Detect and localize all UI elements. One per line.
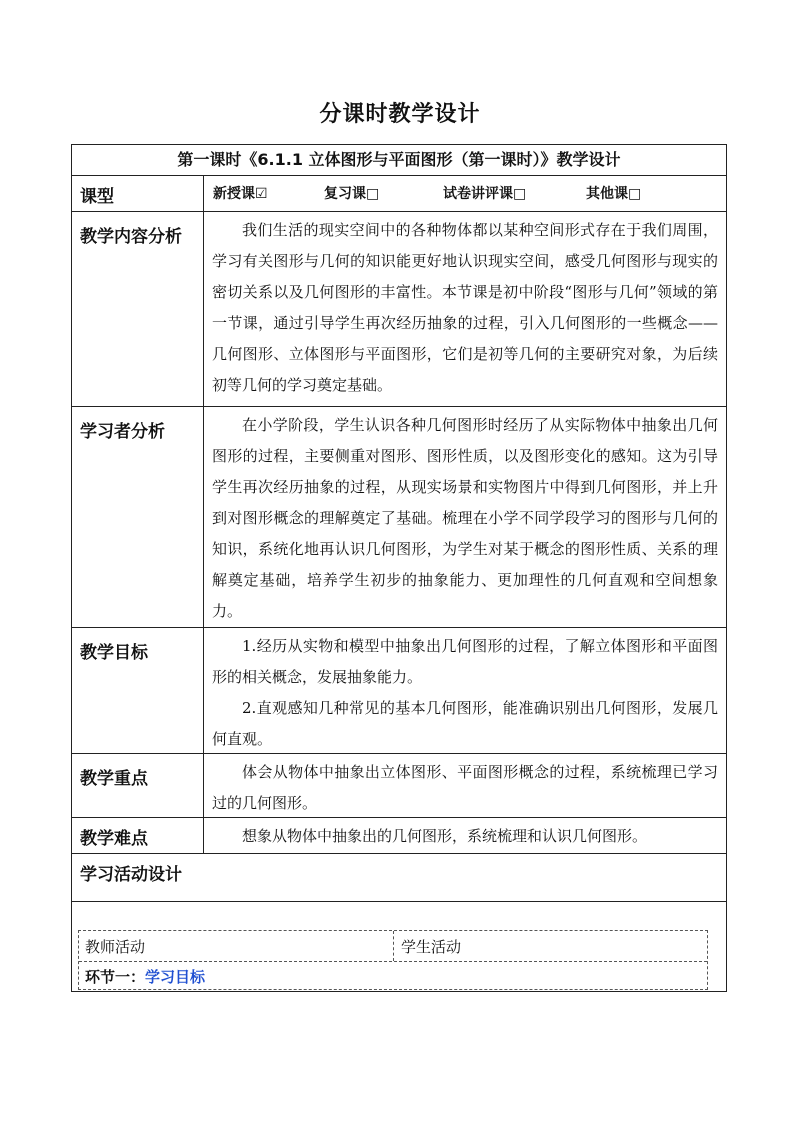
teaching-goals-row: [72, 627, 726, 753]
difficulties-row: [72, 817, 726, 853]
activity-table: [78, 930, 708, 990]
key-points-label: 教学重点: [72, 754, 204, 817]
learner-analysis-text: 在小学阶段，学生认识各种几何图形时经历了从实际物体中抽象出几何图形的过程，主要侧重对图形、图形性质，以及图形变化的感知。这为引导学生再次经历抽象的过程，从现实场景和实物图片中得到几何图形，并上升到对图形概念的理解奠定了基础。梳理在小学不同学段学习的图形与几何的知识，系统化地再认识几何图形，为学生对某于概念的图形性质、关系的理解奠定基础，培养学生初步的抽象能力、更加理性的几何直观和空间想象力。: [212, 416, 718, 620]
activity-table-row: [72, 901, 726, 991]
option-other-lesson[interactable]: 其他课□: [586, 186, 642, 202]
content-analysis-row: [72, 211, 726, 406]
key-points-row: [72, 753, 726, 817]
column-divider: [393, 931, 394, 961]
option-exam-review-lesson[interactable]: 试卷讲评课□: [443, 186, 527, 202]
teaching-goal-item: 1.经历从实物和模型中抽象出几何图形的过程，了解立体图形和平面图形的相关概念，发展抽象能力。: [212, 637, 718, 686]
difficulties-label: 教学难点: [72, 818, 204, 853]
option-new-lesson[interactable]: 新授课☑: [213, 186, 268, 202]
student-activity-header: 学生活动: [401, 938, 462, 956]
lesson-type-label: 课型: [72, 176, 204, 211]
page-title: 分课时教学设计: [319, 102, 481, 127]
teaching-goal-item: 2.直观感知几种常见的基本几何图形，能准确识别出几何图形，发展几何直观。: [212, 699, 718, 748]
segment-prefix: 环节一：: [85, 968, 146, 986]
key-points-text: 体会从物体中抽象出立体图形、平面图形概念的过程，系统梳理已学习过的几何图形。: [212, 763, 718, 812]
learner-analysis-row: [72, 406, 726, 627]
content-analysis-label: 教学内容分析: [72, 212, 204, 406]
teaching-goals-label: 教学目标: [72, 628, 204, 753]
lesson-type-row: [72, 175, 726, 211]
learner-analysis-label: 学习者分析: [72, 407, 204, 627]
segment-row: [79, 961, 707, 990]
activity-design-row: [72, 853, 726, 901]
content-analysis-text: 我们生活的现实空间中的各种物体都以某种空间形式存在于我们周围，学习有关图形与几何的知识能更好地认识现实空间，感受几何图形与现实的密切关系以及几何图形的丰富性。本节课是初中阶段“图形与几何”领域的第一节课，通过引导学生再次经历抽象的过程，引入几何图形的一些概念——几何图形、立体图形与平面图形，它们是初等几何的主要研究对象，为后续初等几何的学习奠定基础。: [212, 221, 718, 394]
option-review-lesson[interactable]: 复习课□: [324, 186, 380, 202]
difficulties-text: 想象从物体中抽象出的几何图形，系统梳理和认识几何图形。: [242, 827, 648, 845]
lesson-heading-row: [72, 145, 726, 175]
activity-header-row: [79, 931, 707, 961]
lesson-plan-table: [71, 144, 727, 992]
segment-title: 学习目标: [145, 968, 206, 986]
lesson-heading: 第一课时《6.1.1 立体图形与平面图形（第一课时）》教学设计: [177, 150, 621, 169]
teacher-activity-header: 教师活动: [85, 938, 146, 956]
activity-design-label: 学习活动设计: [80, 865, 182, 885]
